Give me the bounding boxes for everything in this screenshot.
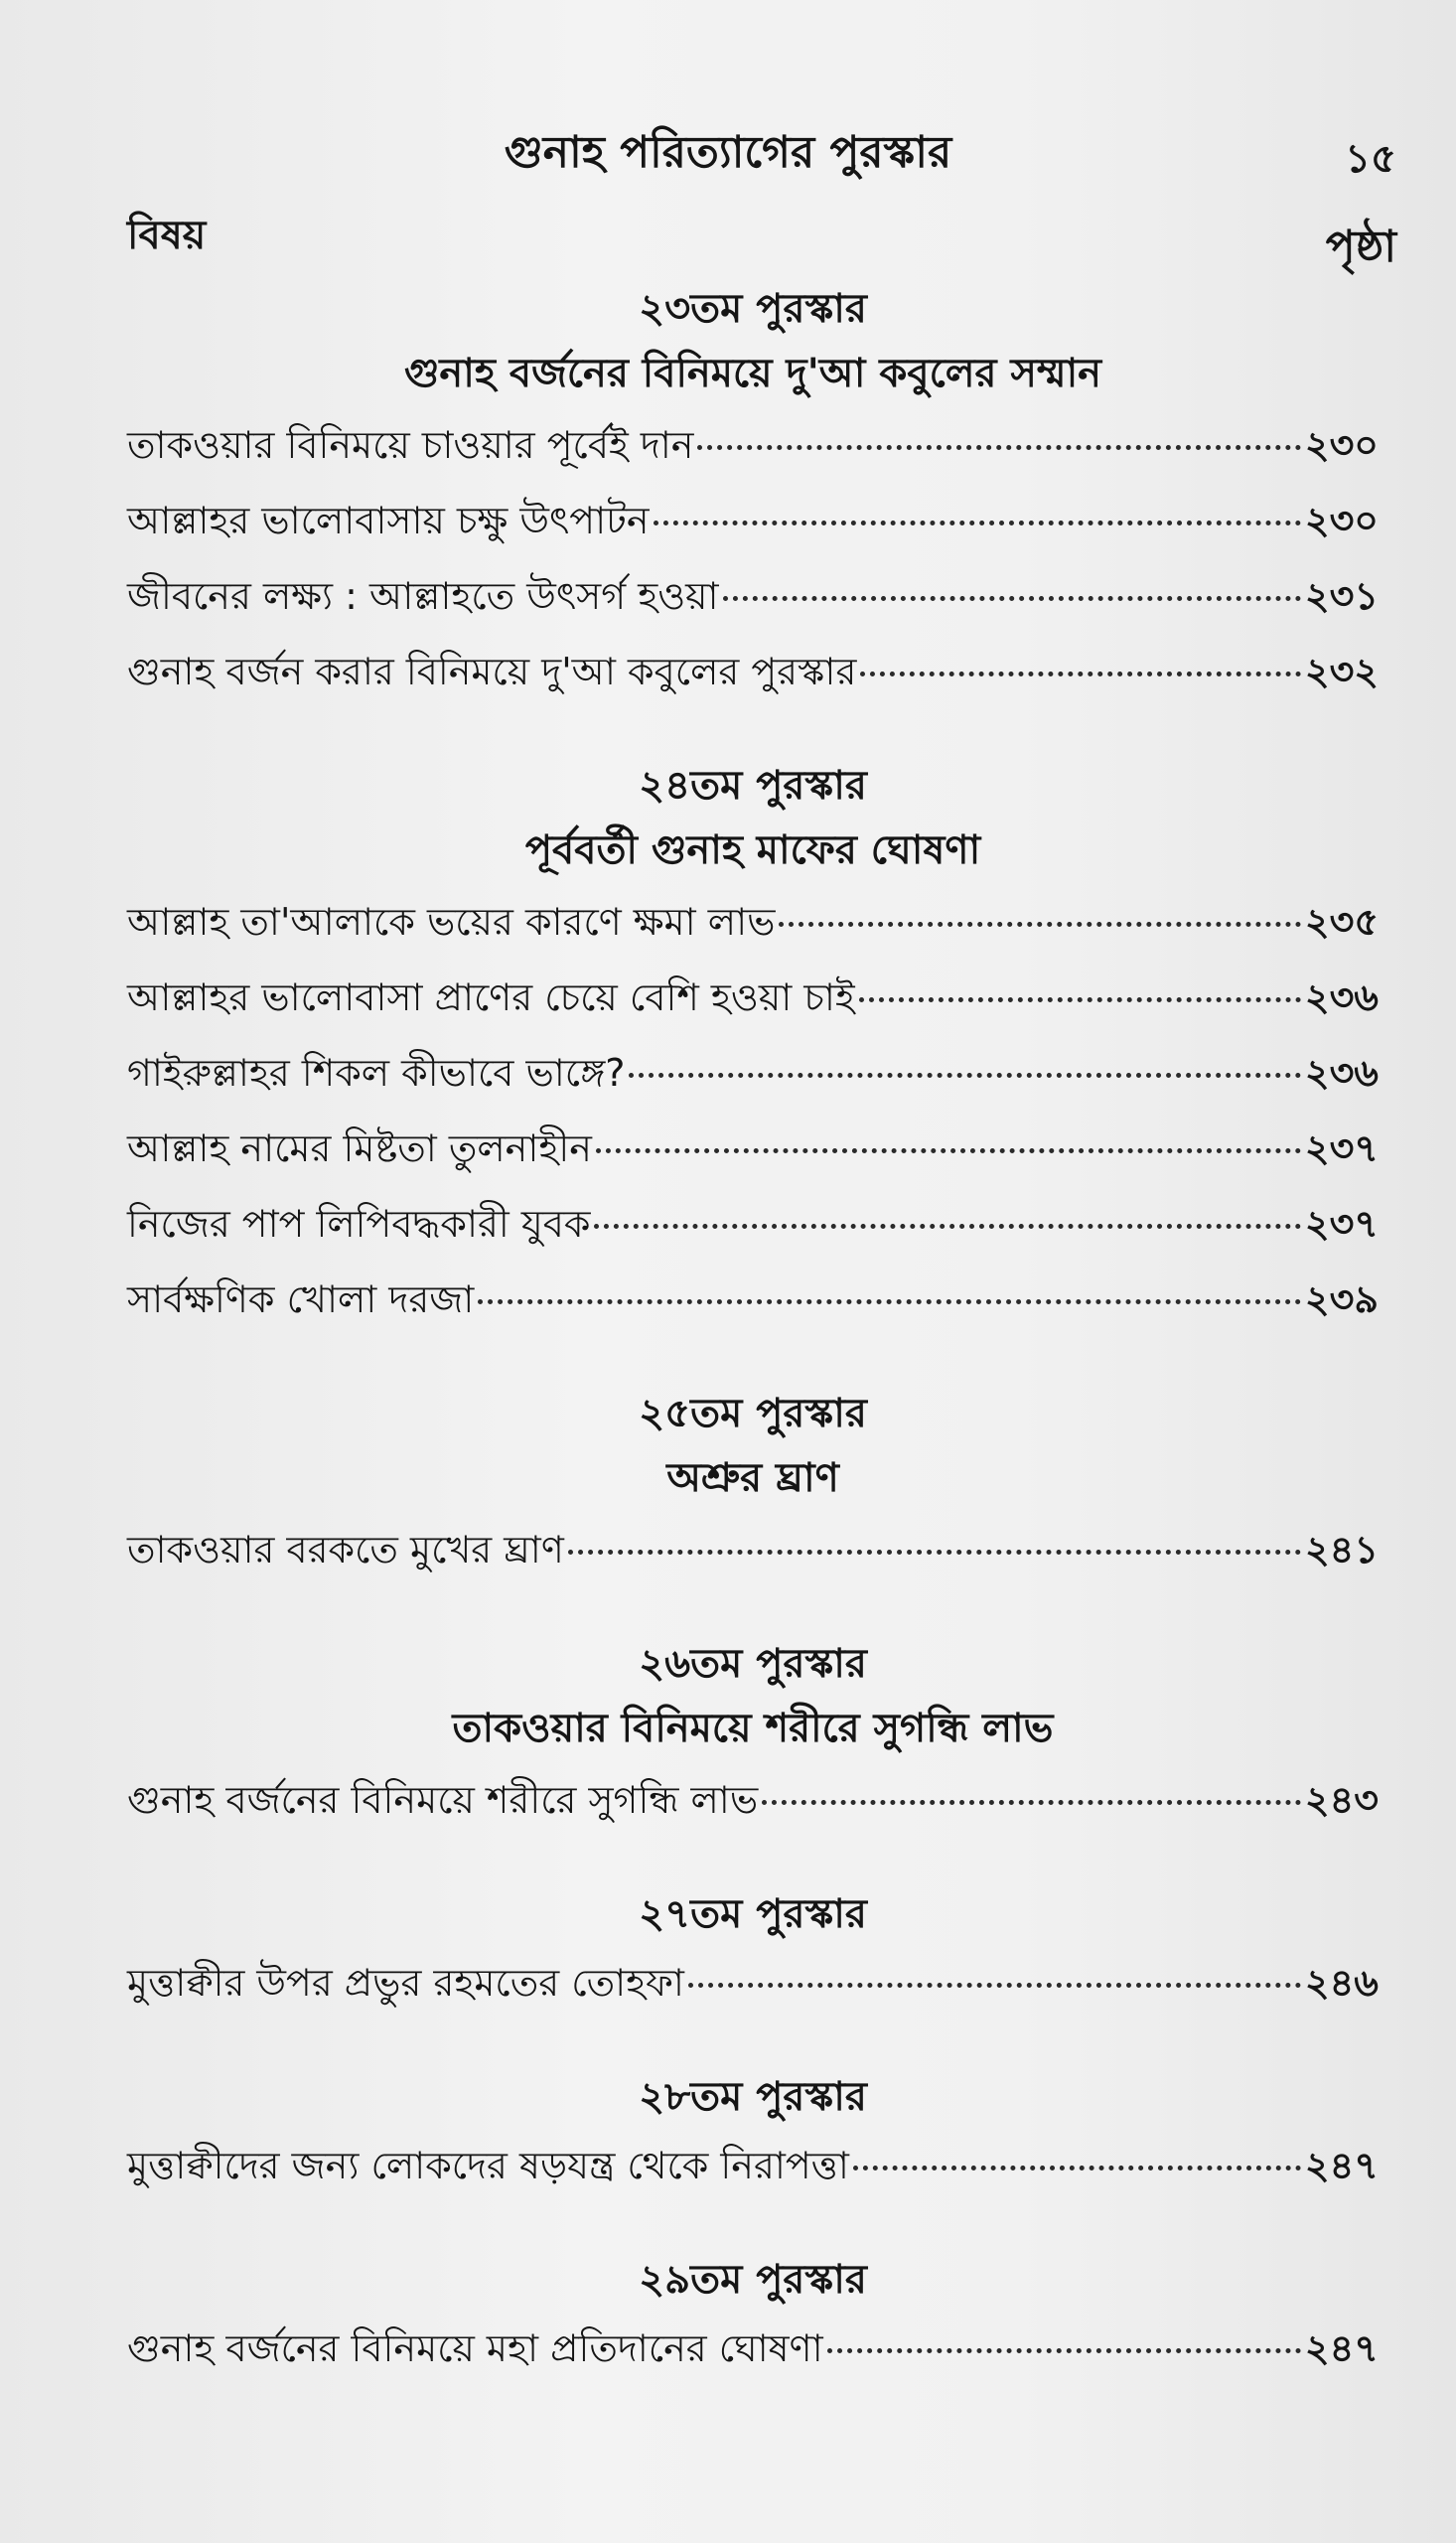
toc-section bbox=[127, 1883, 1379, 2020]
toc-entry[interactable] bbox=[127, 1262, 1379, 1337]
toc-section bbox=[127, 1633, 1379, 1838]
toc-entry-title: জীবনের লক্ষ্য : আল্লাহতে উৎসর্গ হওয়া bbox=[127, 574, 719, 618]
toc-section bbox=[127, 2066, 1379, 2203]
section-number-heading: ২৬তম পুরস্কার bbox=[639, 1641, 867, 1687]
section-number-heading: ২৭তম পুরস্কার bbox=[639, 1891, 867, 1937]
dot-leader bbox=[853, 2166, 1301, 2170]
toc-section bbox=[127, 755, 1379, 1337]
page-number: ১৫ bbox=[1345, 136, 1396, 182]
table-of-contents bbox=[127, 278, 1379, 2432]
toc-entry-title: মুত্তাক্বীদের জন্য লোকদের ষড়যন্ত্র থেকে নিরাপত্তা bbox=[127, 2144, 849, 2187]
toc-entry-page-number: ২৩২ bbox=[1304, 650, 1379, 693]
dot-leader bbox=[697, 445, 1300, 450]
section-number-heading: ২৮তম পুরস্কার bbox=[639, 2074, 867, 2120]
section-number-heading: ২৪তম পুরস্কার bbox=[639, 763, 867, 809]
toc-entry[interactable] bbox=[127, 558, 1379, 634]
toc-entry[interactable] bbox=[127, 2311, 1379, 2386]
dot-leader bbox=[629, 1073, 1300, 1078]
toc-entry-title: আল্লাহর ভালোবাসায় চক্ষু উৎপাটন bbox=[127, 499, 650, 542]
toc-entry[interactable] bbox=[127, 1111, 1379, 1186]
toc-entry-page-number: ২৩০ bbox=[1304, 499, 1379, 542]
toc-section bbox=[127, 1383, 1379, 1587]
toc-entry-page-number: ২৩৬ bbox=[1304, 1051, 1379, 1095]
toc-entry-page-number: ২৪১ bbox=[1304, 1528, 1379, 1571]
toc-entry[interactable] bbox=[127, 1186, 1379, 1262]
running-title: গুনাহ পরিত্যাগের পুরস্কার bbox=[504, 127, 952, 178]
dot-leader bbox=[596, 1148, 1301, 1153]
toc-entry-title: আল্লাহ নামের মিষ্টতা তুলনাহীন bbox=[127, 1126, 592, 1170]
section-number-heading: ২৫তম পুরস্কার bbox=[639, 1391, 867, 1436]
toc-entry-page-number: ২৪৩ bbox=[1304, 1778, 1379, 1822]
dot-leader bbox=[594, 1224, 1300, 1229]
section-title-heading: তাকওয়ার বিনিময়ে শরীরে সুগন্ধি লাভ bbox=[452, 1706, 1054, 1751]
toc-entry[interactable] bbox=[127, 884, 1379, 960]
subject-column-label: বিষয় bbox=[127, 213, 207, 258]
section-number-heading: ২৩তম পুরস্কার bbox=[639, 286, 867, 332]
toc-entry-page-number: ২৩৬ bbox=[1304, 975, 1379, 1019]
toc-section bbox=[127, 278, 1379, 709]
toc-entry[interactable] bbox=[127, 407, 1379, 483]
dot-leader bbox=[478, 1299, 1301, 1304]
toc-entry-title: গুনাহ বর্জন করার বিনিময়ে দু'আ কবুলের পুরস্কার bbox=[127, 650, 857, 693]
toc-entry-title: গাইরুল্লাহর শিকল কীভাবে ভাঙ্গে? bbox=[127, 1051, 626, 1095]
toc-section bbox=[127, 2249, 1379, 2386]
dot-leader bbox=[859, 997, 1301, 1002]
toc-entry[interactable] bbox=[127, 1762, 1379, 1838]
dot-leader bbox=[860, 672, 1301, 676]
dot-leader bbox=[688, 1983, 1301, 1988]
dot-leader bbox=[762, 1800, 1301, 1805]
toc-entry-title: সার্বক্ষণিক খোলা দরজা bbox=[127, 1277, 475, 1321]
dot-leader bbox=[779, 922, 1301, 927]
toc-entry[interactable] bbox=[127, 1512, 1379, 1587]
toc-entry[interactable] bbox=[127, 634, 1379, 709]
toc-entry[interactable] bbox=[127, 483, 1379, 558]
toc-entry[interactable] bbox=[127, 2128, 1379, 2203]
toc-entry-page-number: ২৩৫ bbox=[1304, 900, 1379, 944]
toc-entry[interactable] bbox=[127, 1945, 1379, 2020]
section-title-heading: গুনাহ বর্জনের বিনিময়ে দু'আ কবুলের সম্মান bbox=[403, 351, 1102, 396]
toc-entry-page-number: ২৩৭ bbox=[1304, 1126, 1379, 1170]
toc-entry-page-number: ২৩৯ bbox=[1304, 1277, 1379, 1321]
dot-leader bbox=[568, 1550, 1301, 1555]
toc-entry-page-number: ২৪৭ bbox=[1304, 2326, 1379, 2370]
toc-entry-title: গুনাহ বর্জনের বিনিময়ে শরীরে সুগন্ধি লাভ bbox=[127, 1778, 759, 1822]
page-column-label: পৃষ্ঠা bbox=[1325, 222, 1396, 272]
toc-entry-title: আল্লাহর ভালোবাসা প্রাণের চেয়ে বেশি হওয়া চাই bbox=[127, 975, 855, 1019]
toc-entry-title: মুত্তাক্বীর উপর প্রভুর রহমতের তোহফা bbox=[127, 1961, 684, 2005]
toc-entry-title: তাকওয়ার বিনিময়ে চাওয়ার পূর্বেই দান bbox=[127, 423, 694, 467]
toc-entry-page-number: ২৩১ bbox=[1304, 574, 1379, 618]
toc-entry-page-number: ২৪৭ bbox=[1304, 2144, 1379, 2187]
section-title-heading: অশ্রুর ঘ্রাণ bbox=[666, 1455, 839, 1501]
section-title-heading: পূর্ববর্তী গুনাহ মাফের ঘোষণা bbox=[524, 827, 981, 873]
dot-leader bbox=[654, 521, 1301, 525]
toc-entry-page-number: ২৩০ bbox=[1304, 423, 1379, 467]
dot-leader bbox=[827, 2348, 1301, 2353]
toc-entry-page-number: ২৪৬ bbox=[1304, 1961, 1379, 2005]
section-number-heading: ২৯তম পুরস্কার bbox=[639, 2257, 867, 2303]
toc-entry-title: তাকওয়ার বরকতে মুখের ঘ্রাণ bbox=[127, 1528, 564, 1571]
toc-entry-page-number: ২৩৭ bbox=[1304, 1202, 1379, 1246]
toc-entry-title: আল্লাহ তা'আলাকে ভয়ের কারণে ক্ষমা লাভ bbox=[127, 900, 776, 944]
dot-leader bbox=[723, 596, 1301, 601]
toc-entry[interactable] bbox=[127, 960, 1379, 1035]
toc-entry-title: গুনাহ বর্জনের বিনিময়ে মহা প্রতিদানের ঘোষণা bbox=[127, 2326, 823, 2370]
toc-entry-title: নিজের পাপ লিপিবদ্ধকারী যুবক bbox=[127, 1202, 591, 1246]
toc-entry[interactable] bbox=[127, 1035, 1379, 1111]
